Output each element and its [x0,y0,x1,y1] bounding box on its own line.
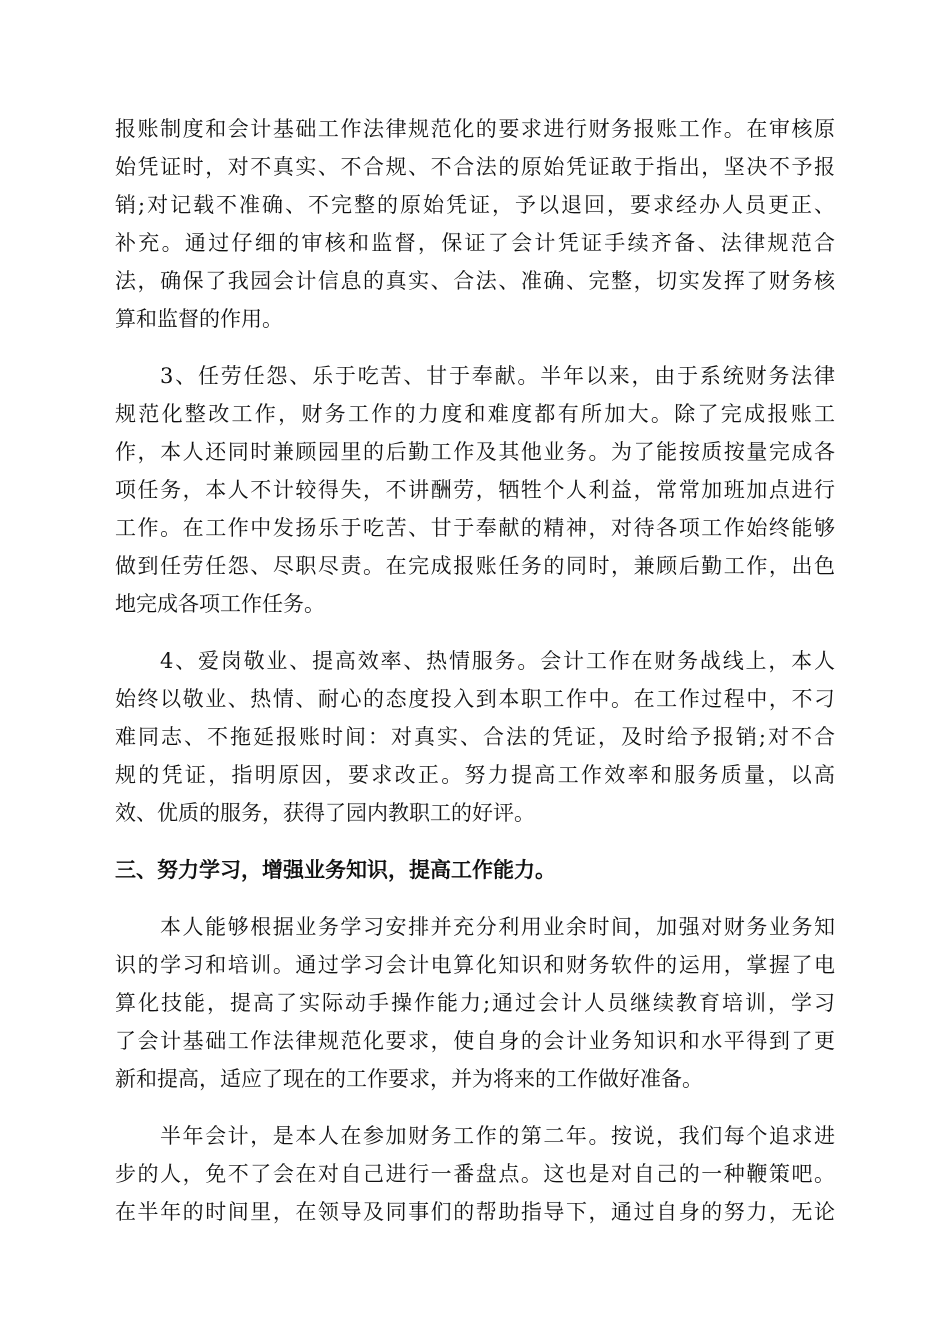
text-line: 了会计基础工作法律规范化要求，使自身的会计业务知识和水平得到了更 [115,1029,835,1053]
text-line: 规范化整改工作，财务工作的力度和难度都有所加大。除了完成报账工 [115,402,835,426]
text-line: 效、优质的服务，获得了园内教职工的好评。 [115,801,535,825]
text-line: 始凭证时，对不真实、不合规、不合法的原始凭证敢于指出，坚决不予报 [115,155,835,179]
text-line: 工作。在工作中发扬乐于吃苦、甘于奉献的精神，对待各项工作始终能够 [115,516,835,540]
section-heading-text: 三、努力学习，增强业务知识，提高工作能力。 [115,857,556,882]
text-line: 在半年的时间里，在领导及同事们的帮助指导下，通过自身的努力，无论 [115,1200,835,1224]
text-line: 识的学习和培训。通过学习会计电算化知识和财务软件的运用，掌握了电 [115,953,835,977]
text-line: 规的凭证，指明原因，要求改正。努力提高工作效率和服务质量，以高 [115,763,835,787]
text-line: 销;对记载不准确、不完整的原始凭证，予以退回，要求经办人员更正、 [115,193,835,217]
text-line: 做到任劳任怨、尽职尽责。在完成报账任务的同时，兼顾后勤工作，出色 [115,554,835,578]
text-line: 3、任劳任怨、乐于吃苦、甘于奉献。半年以来，由于系统财务法律 [160,364,835,388]
text-line: 4、爱岗敬业、提高效率、热情服务。会计工作在财务战线上，本人 [160,649,835,673]
text-line: 算化技能，提高了实际动手操作能力;通过会计人员继续教育培训，学习 [115,991,835,1015]
text-line: 项任务，本人不计较得失，不讲酬劳，牺牲个人利益，常常加班加点进行 [115,478,835,502]
text-line: 地完成各项工作任务。 [115,592,325,616]
text-line: 步的人，免不了会在对自己进行一番盘点。这也是对自己的一种鞭策吧。 [115,1162,835,1186]
text-line: 作，本人还同时兼顾园里的后勤工作及其他业务。为了能按质按量完成各 [115,440,835,464]
text-line: 算和监督的作用。 [115,307,283,331]
text-line: 难同志、不拖延报账时间：对真实、合法的凭证，及时给予报销;对不合 [115,725,835,749]
text-line: 新和提高，适应了现在的工作要求，并为将来的工作做好准备。 [115,1067,703,1091]
text-line: 本人能够根据业务学习安排并充分利用业余时间，加强对财务业务知 [160,915,835,939]
text-line: 补充。通过仔细的审核和监督，保证了会计凭证手续齐备、法律规范合 [115,231,835,255]
text-line: 报账制度和会计基础工作法律规范化的要求进行财务报账工作。在审核原 [115,117,835,141]
text-line: 始终以敬业、热情、耐心的态度投入到本职工作中。在工作过程中，不刁 [115,687,835,711]
text-line: 法，确保了我园会计信息的真实、合法、准确、完整，切实发挥了财务核 [115,269,835,293]
text-line: 半年会计，是本人在参加财务工作的第二年。按说，我们每个追求进 [160,1124,835,1148]
